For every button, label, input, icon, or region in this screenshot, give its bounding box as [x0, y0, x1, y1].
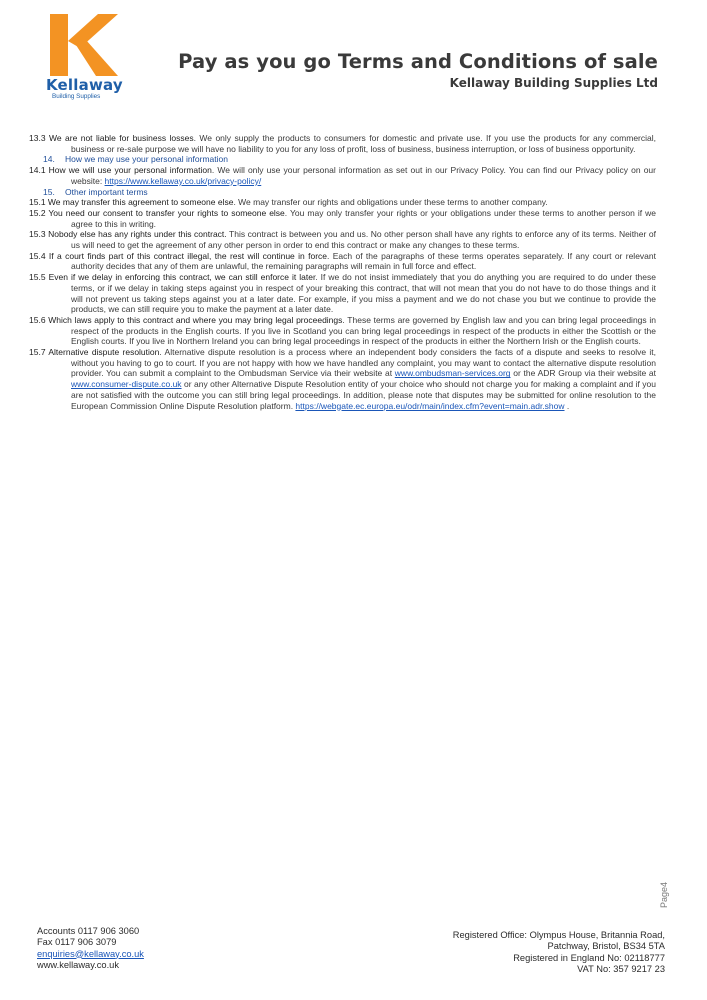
footer-fax: Fax 0117 906 3079: [37, 937, 117, 948]
footer-website: www.kellaway.co.uk: [37, 959, 119, 970]
footer-accounts: Accounts 0117 906 3060: [37, 926, 140, 936]
clause-15-6: 15.6 Which laws apply to this contract and where you may bring legal proceedings. These terms are governed by English law and you can bring legal proceedings in respect of the products in the English courts. If you live in Scotland you can bring legal proceedings in respect of the products in either the Scottish or the English courts. If you live in Northern Ireland you can bring legal proceedings in respect of the products in either the Northern Irish or the English courts.: [29, 314, 656, 347]
clause-15-3: 15.3 Nobody else has any rights under this contract. This contract is between you and us. No other person shall have any rights to enforce any of its terms. Neither of us will need to get the agreement of any other person in order to end this contract or make any changes to these terms.: [29, 229, 656, 251]
odr-platform-link[interactable]: https://webgate.ec.europa.eu/odr/main/index.cfm?event=main.adr.show: [295, 400, 565, 411]
privacy-policy-link[interactable]: https://www.kellaway.co.uk/privacy-policy/: [104, 175, 262, 186]
clause-15-4: 15.4 If a court finds part of this contract illegal, the rest will continue in force. Each of the paragraphs of these terms operates separately. If any court or relevant authority decides that any of them are unlawful, the remaining paragraphs will remain in full force and effect.: [29, 250, 656, 272]
logo-subtitle: Building Supplies: [52, 93, 101, 100]
logo-name: Kellaway: [46, 76, 123, 94]
footer-vat-number: VAT No: 357 9217 23: [577, 963, 665, 974]
clause-15-7: 15.7 Alternative dispute resolution. Alternative dispute resolution is a process where an independent body considers the facts of a dispute and seeks to resolve it, without you having to go to court. If you are not happy with how we have handled any complaint, you may want to contact the alternative dispute resolution provider. You can submit a complaint to the Ombudsman Service via their website at www.ombudsman-services.org or the ADR Group via their website at www.consumer-dispute.co.uk or any other Alternative Dispute Resolution entity of your choice who should not charge you for making a complaint and if you are not satisfied with the outcome you can still bring legal proceedings. In addition, please note that disputes may be submitted for online resolution to the European Commission Online Dispute Resolution platform. https://webgate.ec.europa.eu/odr/main/index.cfm?event=main.adr.show .: [29, 347, 656, 411]
clause-14-1: 14.1 How we will use your personal information. We will only use your personal information as set out in our Privacy Policy. You can find our Privacy policy on our website: https://www.kellaway.co.uk/privacy-policy/: [29, 165, 656, 186]
section-heading-14: 14. How we may use your personal information: [43, 154, 228, 165]
footer-email-link[interactable]: enquiries@kellaway.co.uk: [37, 948, 144, 959]
page-number: Page4: [659, 881, 669, 908]
kellaway-logo: [46, 14, 128, 101]
footer-company-number: Registered in England No: 02118777: [513, 952, 665, 963]
document-header: [178, 50, 658, 92]
footer-contact: [37, 926, 144, 971]
clause-13-3: 13.3 We are not liable for business losses. We only supply the products to consumers for domestic and private use. If you use the products for any commercial, business or re-sale purpose we will have no liability to you for any loss of profit, loss of business, business interruption, or loss of business opportunity.: [29, 133, 656, 154]
footer-registered: [453, 930, 665, 975]
ombudsman-link[interactable]: www.ombudsman-services.org: [394, 368, 511, 379]
clause-15-2: 15.2 You need our consent to transfer your rights to someone else. You may only transfer your rights or your obligations under these terms to another person if we agree to this in writing.: [29, 207, 656, 229]
clause-15-1: 15.1 We may transfer this agreement to someone else. We may transfer our rights and obligations under these terms to another company.: [29, 197, 548, 208]
terms-body: [29, 133, 656, 411]
page-title: Pay as you go Terms and Conditions of sale: [178, 50, 658, 73]
k-logo-icon: [46, 14, 118, 76]
consumer-dispute-link[interactable]: www.consumer-dispute.co.uk: [71, 379, 182, 390]
clause-15-5: 15.5 Even if we delay in enforcing this contract, we can still enforce it later. If we do not insist immediately that you do anything you are required to do under these terms, or if we delay in taking steps against you in respect of your breaking this contract, that will not mean that you do not have to do those things and it will not prevent us taking steps against you at a later date. For example, if you miss a payment and we do not chase you but we continue to provide the products, we can still require you to make the payment at a later date.: [29, 272, 656, 315]
company-name: Kellaway Building Supplies Ltd: [449, 76, 658, 90]
footer-registered-office: Registered Office: Olympus House, Britannia Road,: [452, 930, 665, 940]
footer-registered-address: Patchway, Bristol, BS34 5TA: [547, 941, 665, 952]
section-heading-15: 15. Other important terms: [43, 186, 148, 197]
